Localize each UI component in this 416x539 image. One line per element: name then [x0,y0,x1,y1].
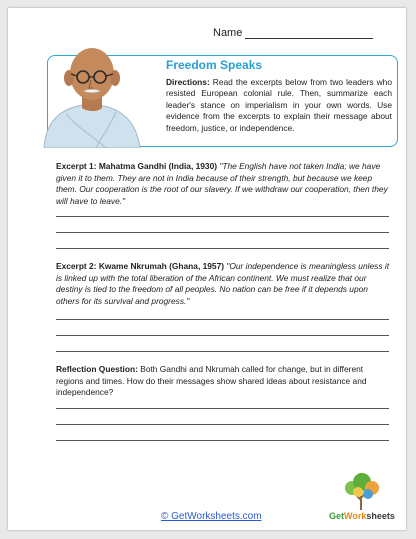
directions-label: Directions: [166,77,210,87]
answer-line[interactable] [56,424,389,425]
reflection-text: Both Gandhi and Nkrumah called for change, but in different regions and times. How do their messages show shared ideas about resistance and independence? [56,364,367,397]
worksheet-title: Freedom Speaks [166,58,263,72]
reflection-label: Reflection Question: [56,364,138,374]
name-field [213,27,373,39]
gandhi-portrait [36,38,146,148]
answer-line[interactable] [56,248,389,249]
logo-get: Get [329,511,345,521]
answer-line[interactable] [56,408,389,409]
getworksheets-logo-text [329,511,395,521]
directions-body: Read the excerpts below from two leaders who resisted European colonial rule. Then, summarize each leader's stance on imperialism in your own words. Use evidence from the excerpts to explain their message about freedom, justice, or independence. [166,77,392,133]
reflection-question [56,364,390,399]
answer-line[interactable] [56,335,389,336]
excerpt-1-label: Excerpt 1: Mahatma Gandhi (India, 1930) [56,161,218,171]
worksheet-page [8,8,406,530]
name-label: Name [213,27,243,39]
excerpt-2 [56,261,390,307]
answer-line[interactable] [56,319,389,320]
excerpt-1-quote: "The English have not taken India; we have given it to them. They are not in India because of their strength, but because we keep them. Our cooperation is the root of our slavery. If we withdraw our cooperation, then they will have to leave." [56,161,388,206]
excerpt-2-quote: "Our independence is meaningless unless it is linked up with the total liberation of the African continent. We must realize that our destiny is tied to the freedom of all peoples. No nation can be free if it depends upon others for its survival and progress." [56,261,390,306]
answer-line[interactable] [56,351,389,352]
answer-line[interactable] [56,216,389,217]
logo-sheets: sheets [366,511,395,521]
getworksheets-link[interactable]: © GetWorksheets.com [161,511,262,522]
answer-line[interactable] [56,232,389,233]
directions-text [166,77,392,134]
logo-work: Work [344,511,367,521]
answer-line[interactable] [56,440,389,441]
excerpt-1 [56,161,390,207]
name-line[interactable] [245,28,373,39]
excerpt-2-label: Excerpt 2: Kwame Nkrumah (Ghana, 1957) [56,261,225,271]
